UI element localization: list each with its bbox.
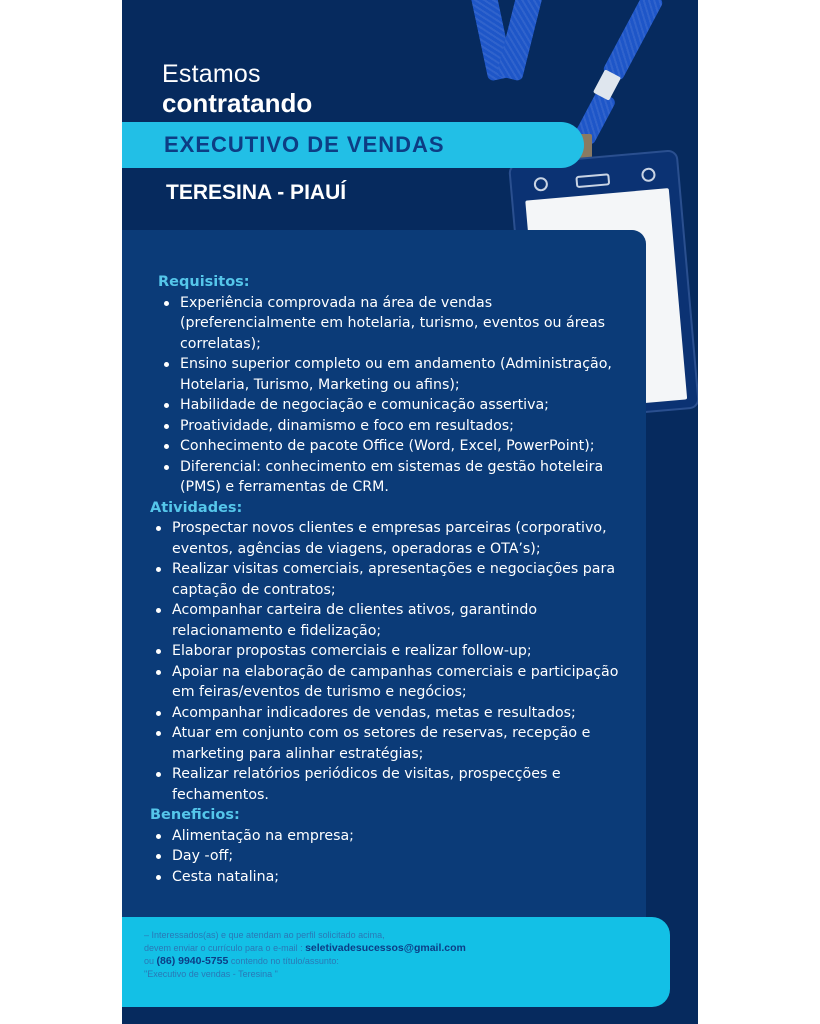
list-item: Conhecimento de pacote Office (Word, Excel, PowerPoint); — [158, 436, 630, 457]
bullet-icon — [156, 526, 161, 531]
job-title: EXECUTIVO DE VENDAS — [164, 132, 445, 157]
contact-footer — [122, 917, 670, 1007]
bullet-icon — [156, 875, 161, 880]
list-item: Proatividade, dinamismo e foco em resultados; — [158, 416, 630, 437]
lanyard-strap — [496, 0, 545, 82]
bullet-icon — [156, 731, 161, 736]
list-item: Atuar em conjunto com os setores de reservas, recepção e marketing para alinhar estratégias; — [150, 723, 630, 764]
list-item: Ensino superior completo ou em andamento (Administração, Hotelaria, Turismo, Marketing ou afins); — [158, 354, 630, 395]
job-location: TERESINA - PIAUÍ — [166, 181, 347, 204]
list-item: Habilidade de negociação e comunicação assertiva; — [158, 395, 630, 416]
contact-phone[interactable]: (86) 9940-5755 — [156, 955, 229, 967]
bullet-icon — [156, 649, 161, 654]
content-panel — [122, 230, 646, 930]
list-item: Elaborar propostas comerciais e realizar follow-up; — [150, 641, 630, 662]
section-title-atividades: Atividades: — [150, 499, 243, 516]
list-item: Prospectar novos clientes e empresas parceiras (corporativo, eventos, agências de viagens, operadoras e OTA’s); — [150, 518, 630, 559]
bullet-icon — [164, 465, 169, 470]
bullet-icon — [156, 608, 161, 613]
contact-instructions — [144, 929, 466, 981]
bullet-icon — [156, 834, 161, 839]
lanyard-strap — [602, 0, 665, 82]
bullet-icon — [164, 424, 169, 429]
footer-line: – Interessados(as) e que atendam ao perfil solicitado acima, — [144, 930, 385, 940]
badge-hole — [533, 177, 548, 192]
list-item: Cesta natalina; — [150, 867, 630, 888]
headline-line2: contratando — [162, 88, 313, 118]
badge-slot — [575, 173, 610, 188]
list-item: Realizar visitas comerciais, apresentações e negociações para captação de contratos; — [150, 559, 630, 600]
job-poster — [122, 0, 698, 1024]
job-description — [150, 272, 630, 887]
list-item: Experiência comprovada na área de vendas (preferencialmente em hotelaria, turismo, eventos ou áreas correlatas); — [158, 293, 630, 355]
role-banner — [122, 122, 584, 168]
list-item: Day -off; — [150, 846, 630, 867]
bullet-icon — [164, 444, 169, 449]
list-item: Acompanhar indicadores de vendas, metas e resultados; — [150, 703, 630, 724]
contact-email[interactable]: seletivadesucessos@gmail.com — [305, 942, 466, 954]
bullet-icon — [164, 362, 169, 367]
bullet-icon — [164, 403, 169, 408]
atividades-list — [150, 518, 630, 805]
beneficios-list — [150, 826, 630, 888]
bullet-icon — [156, 711, 161, 716]
headline-line1: Estamos — [162, 60, 261, 88]
section-title-requisitos: Requisitos: — [158, 274, 250, 290]
list-item: Apoiar na elaboração de campanhas comerciais e participação em feiras/eventos de turismo e negócios; — [150, 662, 630, 703]
bullet-icon — [156, 772, 161, 777]
bullet-icon — [164, 301, 169, 306]
list-item: Acompanhar carteira de clientes ativos, garantindo relacionamento e fidelização; — [150, 600, 630, 641]
section-title-beneficios: Beneficios: — [150, 807, 240, 823]
list-item: Diferencial: conhecimento em sistemas de gestão hoteleira (PMS) e ferramentas de CRM. — [158, 457, 630, 498]
footer-line: devem enviar o currículo para o e-mail : seletivadesucessos@gmail.com — [144, 942, 466, 954]
bullet-icon — [156, 854, 161, 859]
badge-hole — [641, 167, 656, 182]
footer-line: ou (86) 9940-5755 contendo no título/assunto: — [144, 955, 339, 967]
bullet-icon — [156, 670, 161, 675]
list-item: Realizar relatórios periódicos de visitas, prospecções e fechamentos. — [150, 764, 630, 805]
list-item: Alimentação na empresa; — [150, 826, 630, 847]
requisitos-list — [150, 293, 630, 498]
footer-line: "Executivo de vendas - Teresina " — [144, 969, 278, 979]
bullet-icon — [156, 567, 161, 572]
